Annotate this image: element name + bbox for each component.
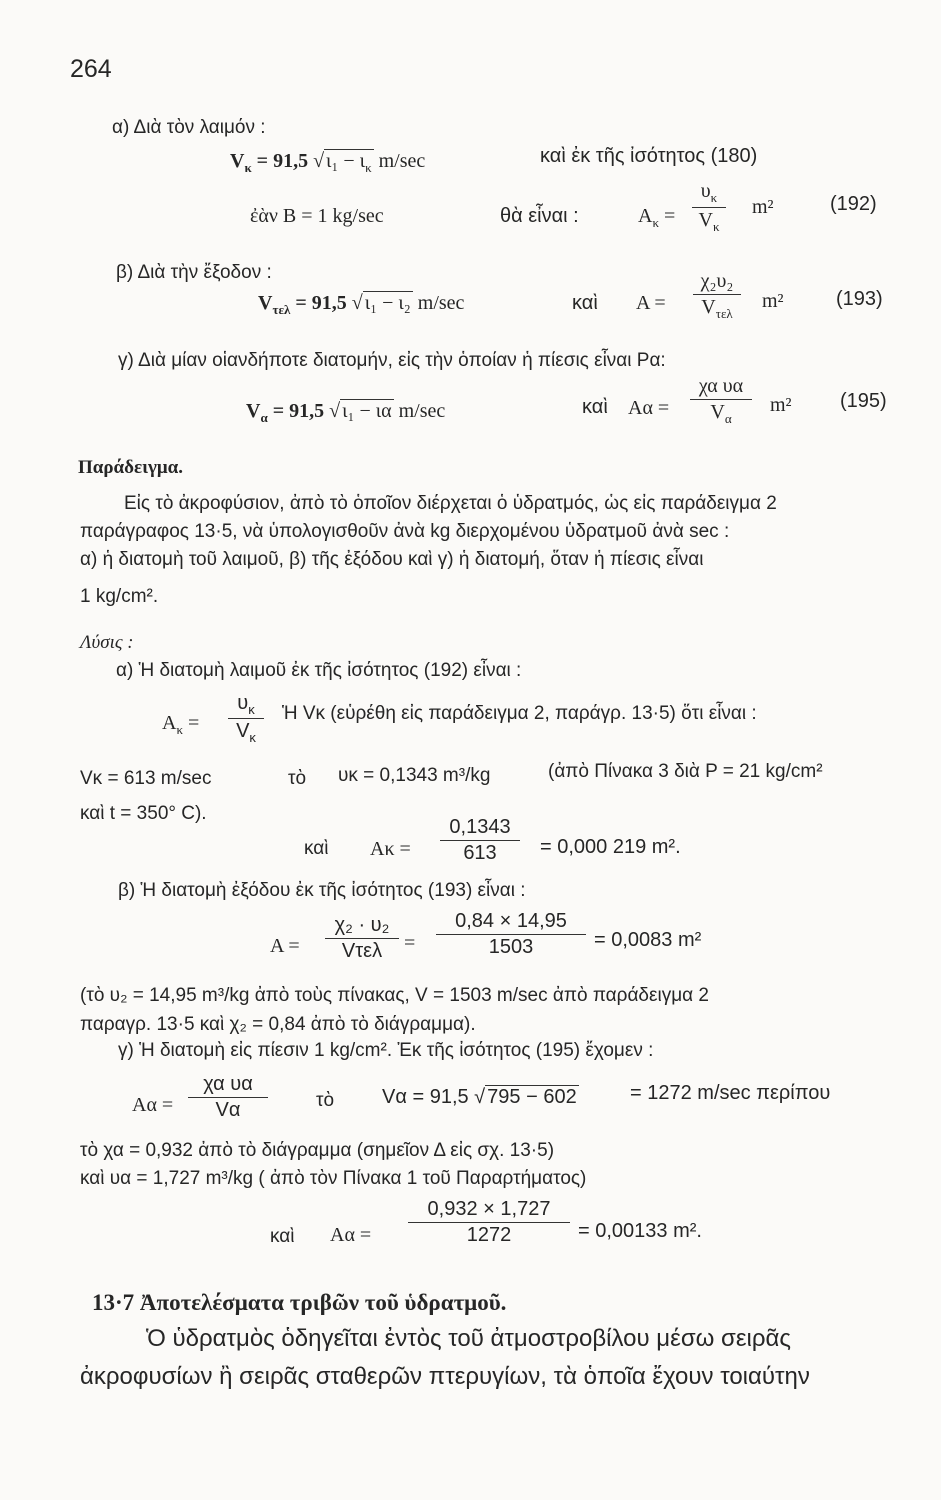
sol-b-eq: =: [404, 932, 416, 954]
eq-193-kai: καὶ: [572, 292, 598, 314]
sol-c-lhs: Aα =: [132, 1094, 174, 1116]
equation-vk: $V_\kappa = 91,5$ √ $\iota_1 - \iota_\kappa$ m/sec: [230, 150, 426, 175]
example-line-1: Εἰς τὸ ἀκροφύσιον, ἀπὸ τὸ ὁποῖον διέρχεται ὁ ὑδρατμός, ὡς εἰς παράδειγμα 2: [124, 493, 777, 514]
eq-195-tag: (195): [840, 390, 887, 412]
example-line-4: 1 kg/cm².: [80, 586, 159, 607]
sol-a-result: = 0,000 219 m².: [540, 836, 681, 858]
example-line-3: α) ἡ διατομὴ τοῦ λαιμοῦ, β) τῆς ἐξόδου καὶ γ) ἡ διατομή, ὅταν ἡ πίεσις εἶναι: [80, 549, 704, 570]
sol-b-lhs: A =: [270, 935, 300, 957]
sol-a-src: (ἀπὸ Πίνακα 3 διὰ P = 21 kg/cm²: [548, 761, 823, 782]
page-number: 264: [70, 55, 112, 83]
eq-195-kai: καὶ: [582, 396, 608, 418]
eq-193-fraction: χ₂υ₂ $V_{\tau\varepsilon\lambda}$: [693, 270, 741, 322]
sol-c-to: τὸ: [316, 1090, 335, 1111]
sol-c-va: Vα = 91,5 √ 795 − 602: [382, 1086, 577, 1108]
solution-label: Λύσις :: [80, 632, 134, 653]
sol-a-note: Ἡ Vκ (εὑρέθη εἰς παράδειγμα 2, παράγρ. 13·5) ὅτι εἶναι :: [282, 703, 757, 724]
sol-a-res-lhs: Aκ =: [370, 838, 411, 860]
sol-c-fraction: $\frac{\text{χα υα}}{V\alpha}$: [188, 1073, 268, 1122]
example-heading: Παράδειγμα.: [78, 457, 184, 478]
solution-c: γ) Ἡ διατομὴ εἰς πίεσιν 1 kg/cm². Ἐκ τῆς ἰσότητος (195) ἔχομεν :: [118, 1040, 654, 1061]
sol-c-line-1: τὸ χα = 0,932 ἀπὸ τὸ διάγραμμα (σημεῖον Δ εἰς σχ. 13·5): [80, 1140, 555, 1161]
eq-193-lhs: A =: [636, 292, 666, 314]
example-line-2: παράγραφος 13·5, νὰ ὑπολογισθοῦν ἀνὰ kg διερχομένου ὑδρατμοῦ ἀνὰ sec :: [80, 521, 730, 542]
eq-195-lhs: Aα =: [628, 397, 670, 419]
equation-va: $V_\alpha = 91,5$ √ ι₁ − ια m/sec: [246, 400, 446, 425]
sol-c-final: = 0,00133 m².: [578, 1220, 702, 1242]
sol-a-res-kai: καὶ: [304, 838, 329, 859]
sol-a-vk: Vκ = 613 m/sec: [80, 768, 212, 789]
heading-c: γ) Διὰ μίαν οἱανδήποτε διατομήν, εἰς τὴν ὁποίαν ἡ πίεσις εἶναι Pα:: [118, 350, 666, 371]
section-line-2: ἀκροφυσίων ἢ σειρᾶς σταθερῶν πτερυγίων, τὰ ὁποῖα ἔχουν τοιαύτην: [80, 1363, 810, 1390]
eq-vk-note: καὶ ἐκ τῆς ἰσότητος (180): [540, 145, 758, 167]
sol-a-res-fraction: $\frac{0,1343}{613}$: [440, 816, 520, 865]
solution-a: α) Ἡ διατομὴ λαιμοῦ ἐκ τῆς ἰσότητος (192) εἶναι :: [116, 660, 522, 681]
sol-c-line-2: καὶ υα = 1,727 m³/kg ( ἀπὸ τὸν Πίνακα 1 τοῦ Παραρτήματος): [80, 1168, 587, 1189]
sol-b-fraction-2: $\frac{0,84 \times 14,95}{1503}$: [436, 910, 586, 959]
sol-a-lhs: $A_\kappa$ =: [162, 712, 200, 737]
eq-195-unit: m²: [770, 394, 792, 416]
sol-c-res-kai: καὶ: [270, 1226, 295, 1247]
sol-b-note-1: (τὸ υ₂ = 14,95 m³/kg ἀπὸ τοὺς πίνακας, V = 1503 m/sec ἀπὸ παράδειγμα 2: [80, 985, 709, 1006]
section-line-1: Ὁ ὑδρατμὸς ὁδηγεῖται ἐντὸς τοῦ ἀτμοστροβίλου μέσω σειρᾶς: [146, 1325, 791, 1352]
heading-b: β) Διὰ τὴν ἔξοδον :: [116, 262, 272, 283]
equation-vtel: $V_{\tau\varepsilon\lambda} = 91,5$ √ ι₁ − ι₂ m/sec: [258, 292, 465, 317]
solution-b: β) Ἡ διατομὴ ἐξόδου ἐκ τῆς ἰσότητος (193) εἶναι :: [118, 880, 526, 901]
sol-c-res-fraction: $\frac{0,932 \times 1,727}{1272}$: [408, 1198, 570, 1247]
sol-a-uk: υκ = 0,1343 m³/kg: [338, 765, 491, 786]
eq-192-lhs: $A_\kappa$ =: [638, 205, 676, 230]
heading-a: α) Διὰ τὸν λαιμόν :: [112, 117, 266, 138]
eq-192-fraction: $\frac{\upsilon_\kappa}{V_\kappa}$: [692, 180, 726, 235]
sol-b-result: = 0,0083 m²: [594, 929, 702, 951]
eq-192-mid: θὰ εἶναι :: [500, 205, 579, 227]
section-heading: 13·7 Ἀποτελέσματα τριβῶν τοῦ ὑδρατμοῦ.: [92, 1290, 507, 1315]
eq-193-tag: (193): [836, 288, 883, 310]
eq-192-pre: ἐὰν B = 1 kg/sec: [250, 205, 384, 227]
sol-a-fraction: $\frac{\upsilon_\kappa}{V_\kappa}$: [228, 692, 264, 745]
sol-a-to: τὸ: [288, 768, 307, 789]
sol-b-note-2: παραγρ. 13·5 καὶ χ₂ = 0,84 ἀπὸ τὸ διάγραμμα).: [80, 1014, 476, 1035]
sol-a-vals2: καὶ t = 350° C).: [80, 803, 207, 824]
eq-192-tag: (192): [830, 193, 877, 215]
sol-c-res-lhs: Aα =: [330, 1224, 372, 1246]
sol-b-fraction-1: χ₂ · υ₂ Vτελ: [325, 914, 399, 963]
eq-193-unit: m²: [762, 290, 784, 312]
sol-c-result: = 1272 m/sec περίπου: [630, 1082, 831, 1104]
eq-192-unit: m²: [752, 196, 774, 218]
eq-195-fraction: $\frac{\text{χα υα}}{V_\alpha}$: [690, 375, 752, 427]
